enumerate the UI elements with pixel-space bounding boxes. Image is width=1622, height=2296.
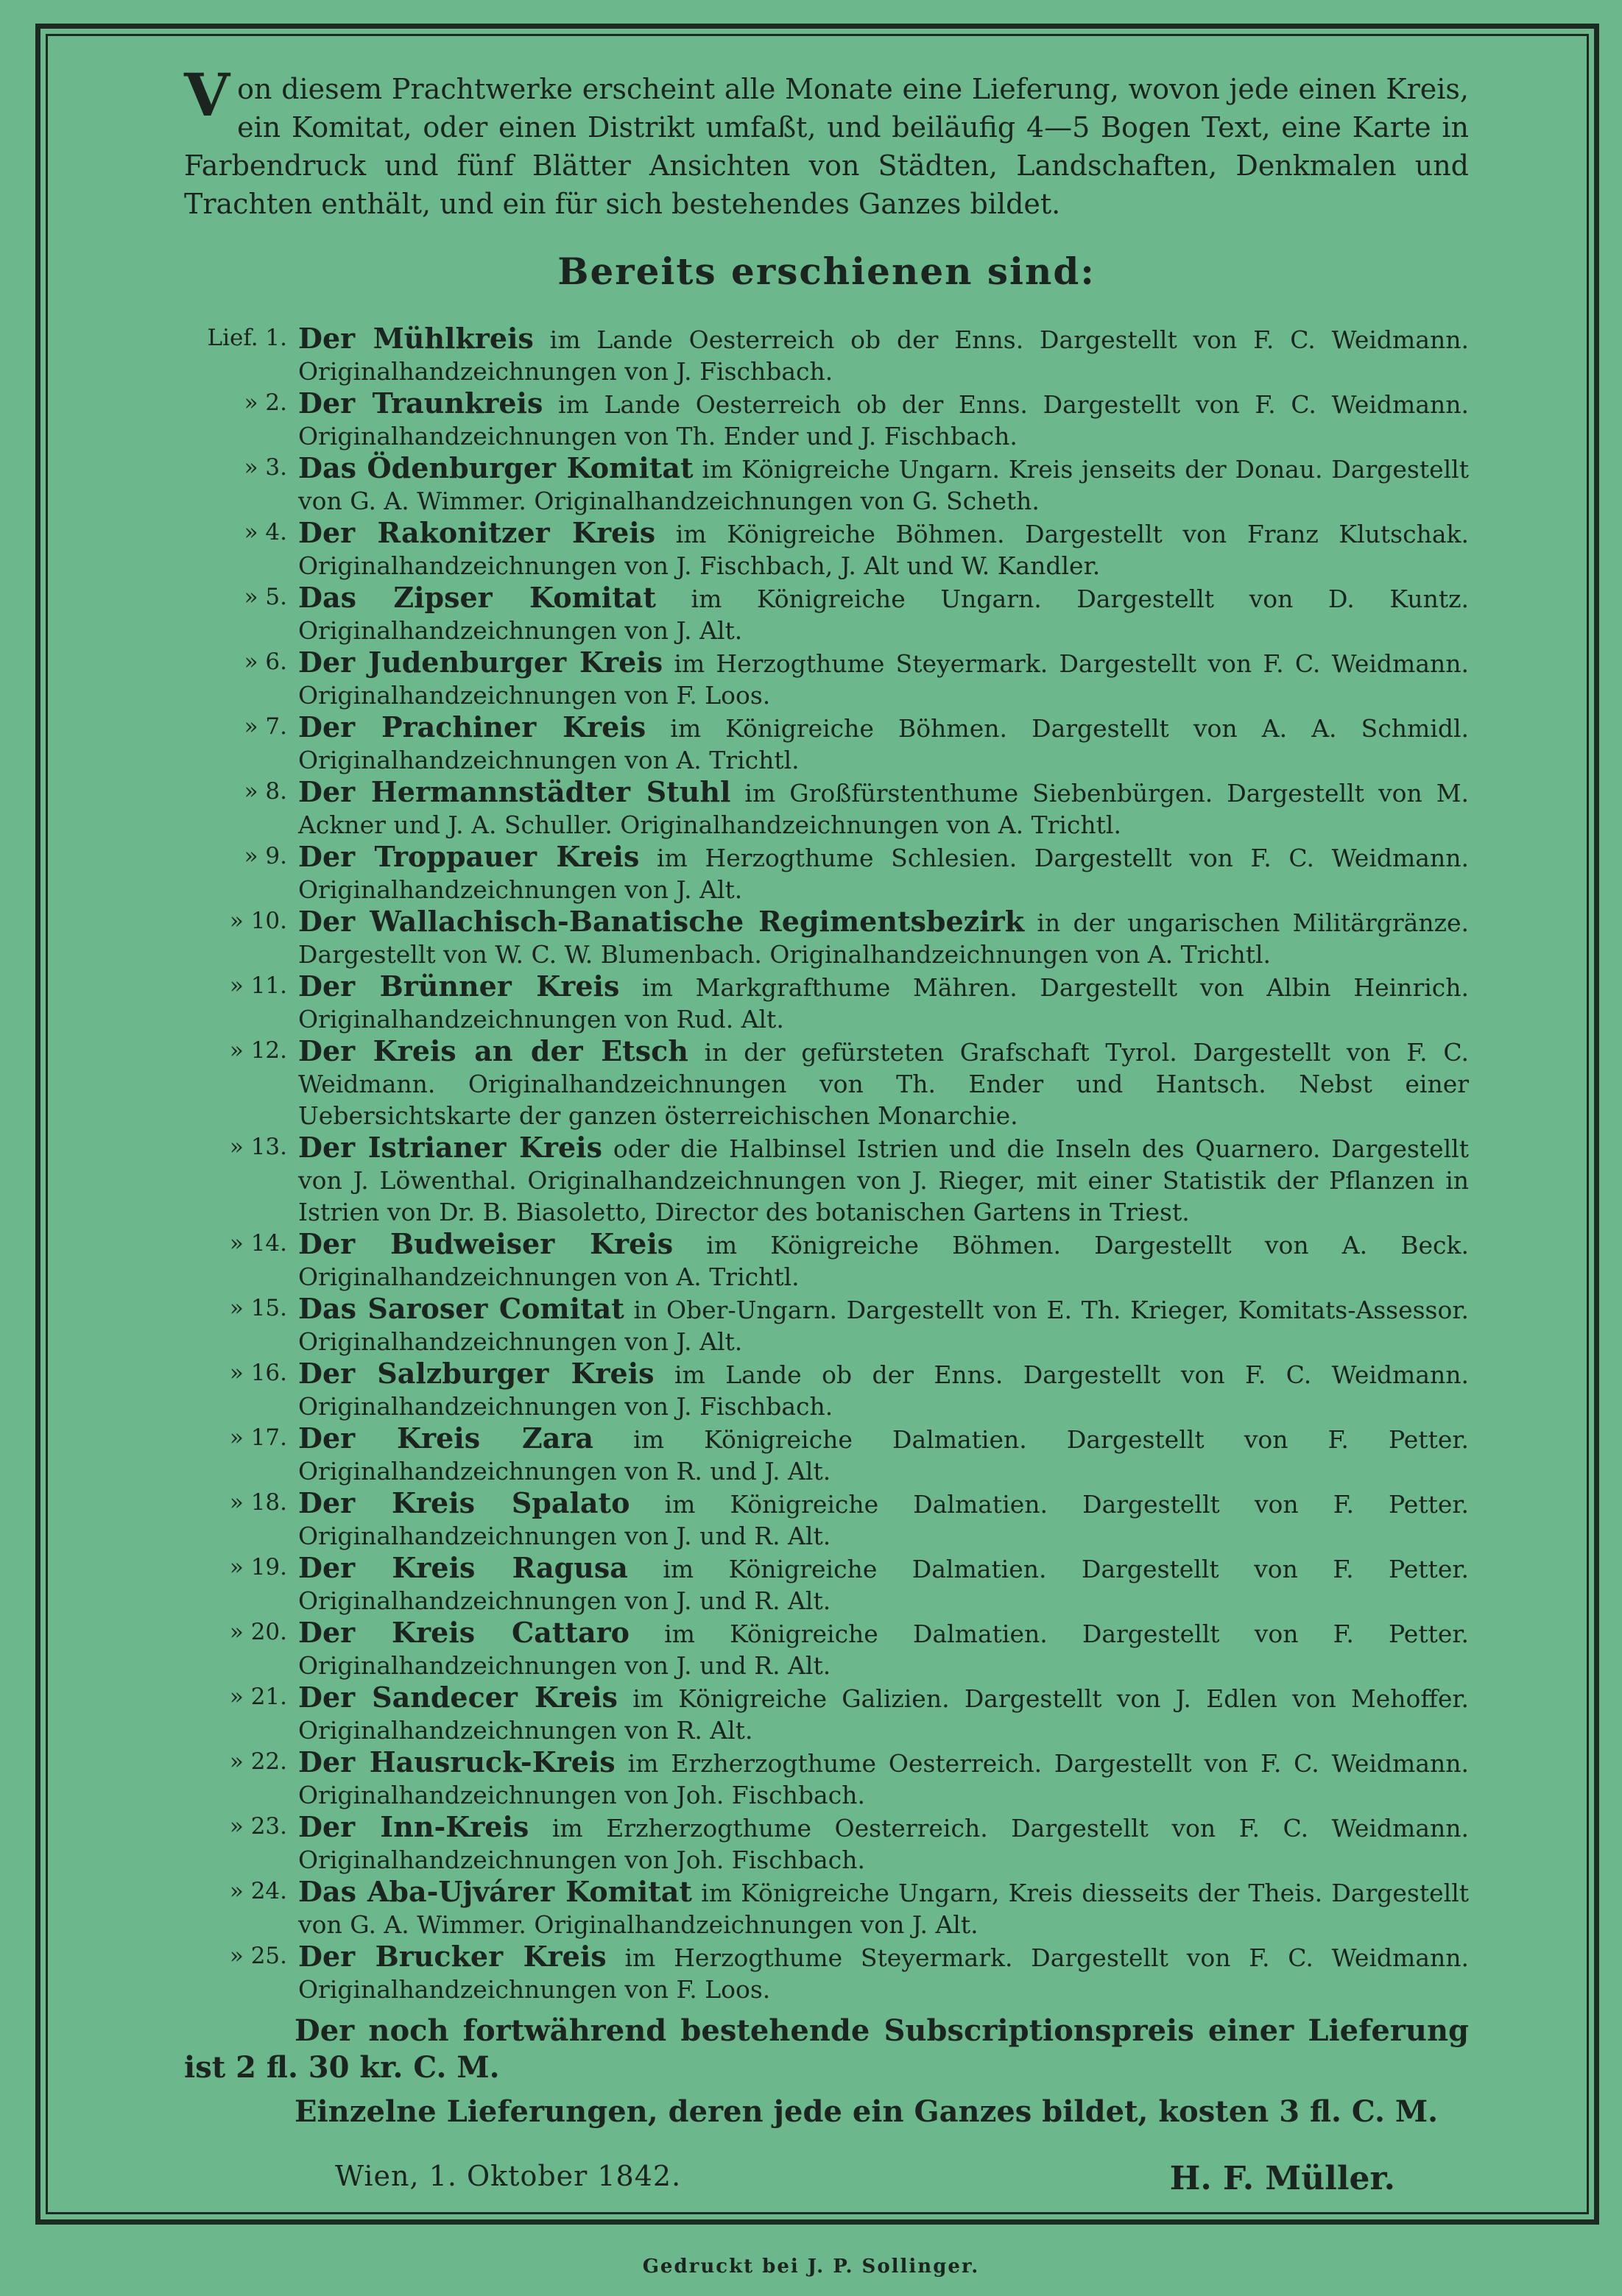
entry-description: im Herzogthume Steyermark. Dargestellt von F. C. Weidmann. Originalhandzeichnungen von F. Loos. bbox=[298, 649, 1469, 710]
list-item bbox=[229, 1875, 1470, 1940]
entry-description: im Großfürstenthume Siebenbürgen. Dargestellt von M. Ackner und J. A. Schuller. Originalhandzeichnungen von A. Trichtl. bbox=[298, 779, 1469, 839]
entry-number: » 6. bbox=[244, 649, 287, 675]
list-item bbox=[244, 581, 1469, 646]
entry-description: in Ober-Ungarn. Dargestellt von E. Th. Krieger, Komitats-Assessor. Originalhandzeichnungen von J. Alt. bbox=[298, 1296, 1469, 1356]
entry-description: im Königreiche Ungarn. Kreis jenseits der Donau. Dargestellt von G. A. Wimmer. Originalhandzeichnungen von G. Scheth. bbox=[298, 455, 1469, 515]
entry-number: » 14. bbox=[229, 1230, 287, 1257]
list-item bbox=[244, 775, 1469, 841]
publisher-name: H. F. Müller. bbox=[1169, 2160, 1395, 2197]
entry-title: Der Kreis Cattaro bbox=[298, 1616, 630, 1649]
entry-title: Der Wallachisch-Banatische Regimentsbezirk bbox=[298, 905, 1025, 938]
entry-number: » 25. bbox=[229, 1943, 287, 1969]
list-item bbox=[244, 516, 1469, 582]
entry-description: in der gefürsteten Grafschaft Tyrol. Dargestellt von F. C. Weidmann. Originalhandzeichnungen von Th. Ender und Hantsch. Nebst einer Uebersichtskarte der ganzen österreichischen Monarchie. bbox=[298, 1038, 1469, 1130]
entry-number: Lief. 1. bbox=[207, 325, 287, 351]
section-heading: Bereits erschienen sind: bbox=[557, 250, 1096, 293]
entry-number: » 16. bbox=[229, 1360, 287, 1386]
list-item bbox=[244, 386, 1469, 452]
entry-description: im Königreiche Böhmen. Dargestellt von A. A. Schmidl. Originalhandzeichnungen von A. Trichtl. bbox=[298, 714, 1470, 774]
entry-number: » 15. bbox=[229, 1295, 287, 1321]
entry-description: im Herzogthume Steyermark. Dargestellt von F. C. Weidmann. Originalhandzeichnungen von F. Loos. bbox=[298, 1943, 1469, 2004]
entry-title: Der Kreis Zara bbox=[298, 1421, 594, 1455]
entry-description: im Erzherzogthume Oesterreich. Dargestellt von F. C. Weidmann. Originalhandzeichnungen von Joh. Fischbach. bbox=[298, 1749, 1469, 1809]
entry-title: Der Judenburger Kreis bbox=[298, 646, 663, 679]
entry-title: Der Mühlkreis bbox=[298, 322, 534, 355]
entry-description: im Königreiche Ungarn. Dargestellt von D. Kuntz. Originalhandzeichnungen von J. Alt. bbox=[298, 584, 1469, 645]
entry-number: » 20. bbox=[229, 1619, 287, 1645]
entry-title: Der Brünner Kreis bbox=[298, 969, 620, 1003]
entry-description: im Lande ob der Enns. Dargestellt von F. C. Weidmann. Originalhandzeichnungen von J. Fischbach. bbox=[298, 1360, 1469, 1421]
entry-title: Der Hermannstädter Stuhl bbox=[298, 775, 731, 808]
entry-title: Der Sandecer Kreis bbox=[298, 1681, 618, 1714]
list-item bbox=[229, 905, 1469, 970]
list-item bbox=[229, 1034, 1469, 1131]
subscription-price bbox=[184, 2013, 1469, 2086]
page-content bbox=[184, 60, 1470, 2204]
intro-paragraph bbox=[184, 60, 1469, 223]
list-item bbox=[244, 451, 1469, 517]
entry-number: » 18. bbox=[229, 1489, 287, 1516]
entry-description: im Lande Oesterreich ob der Enns. Dargestellt von F. C. Weidmann. Originalhandzeichnungen von Th. Ender und J. Fischbach. bbox=[298, 390, 1469, 451]
delivery-list bbox=[184, 322, 1469, 2005]
entry-description: im Königreiche Galizien. Dargestellt von J. Edlen von Mehoffer. Originalhandzeichnungen von R. Alt. bbox=[298, 1684, 1470, 1745]
entry-number: » 12. bbox=[229, 1037, 287, 1064]
entry-description: im Königreiche Dalmatien. Dargestellt von F. Petter. Originalhandzeichnungen von R. und J. Alt. bbox=[298, 1425, 1469, 1486]
entry-number: » 23. bbox=[229, 1813, 287, 1840]
entry-number: » 19. bbox=[229, 1554, 287, 1580]
entry-title: Das Zipser Komitat bbox=[298, 581, 656, 614]
entry-number: » 9. bbox=[244, 843, 287, 869]
list-item bbox=[229, 1616, 1469, 1681]
entry-number: » 7. bbox=[244, 713, 287, 740]
list-item bbox=[229, 1131, 1469, 1228]
entry-description: im Erzherzogthume Oesterreich. Dargestellt von F. C. Weidmann. Originalhandzeichnungen von Joh. Fischbach. bbox=[298, 1814, 1469, 1874]
list-item bbox=[229, 1227, 1469, 1293]
entry-number: » 24. bbox=[229, 1878, 287, 1904]
entry-number: » 3. bbox=[244, 454, 287, 481]
list-item bbox=[229, 1745, 1469, 1811]
entry-number: » 10. bbox=[229, 908, 287, 934]
subscription-text: Der noch fortwährend bestehende Subscriptionspreis einer Lieferung ist 2 fl. 30 kr. C. M. bbox=[184, 2013, 1469, 2085]
entry-number: » 13. bbox=[229, 1134, 287, 1160]
entry-description: im Königreiche Dalmatien. Dargestellt von F. Petter. Originalhandzeichnungen von J. und R. Alt. bbox=[298, 1555, 1469, 1615]
entry-description: im Königreiche Ungarn, Kreis diesseits der Theis. Dargestellt von G. A. Wimmer. Originalhandzeichnungen von J. Alt. bbox=[298, 1879, 1470, 1939]
entry-title: Der Budweiser Kreis bbox=[298, 1227, 674, 1260]
entry-title: Das Aba-Ujvárer Komitat bbox=[298, 1875, 692, 1908]
list-item bbox=[207, 322, 1469, 387]
entry-number: » 17. bbox=[229, 1424, 287, 1451]
list-item bbox=[244, 840, 1469, 905]
single-delivery-price: Einzelne Lieferungen, deren jede ein Ganzes bildet, kosten 3 fl. C. M. bbox=[295, 2094, 1439, 2129]
drop-cap: V bbox=[184, 60, 230, 130]
entry-description: im Königreiche Dalmatien. Dargestellt von F. Petter. Originalhandzeichnungen von J. und R. Alt. bbox=[298, 1490, 1469, 1550]
list-item bbox=[229, 1486, 1469, 1552]
entry-description: im Herzogthume Schlesien. Dargestellt von F. C. Weidmann. Originalhandzeichnungen von J. Alt. bbox=[298, 844, 1469, 904]
list-item bbox=[229, 1940, 1469, 2005]
entry-title: Der Salzburger Kreis bbox=[298, 1357, 655, 1390]
printer-line: Gedruckt bei J. P. Sollinger. bbox=[642, 2256, 980, 2278]
entry-number: » 5. bbox=[244, 584, 287, 610]
list-item bbox=[229, 1357, 1469, 1422]
entry-number: » 4. bbox=[244, 519, 287, 545]
entry-title: Der Kreis Ragusa bbox=[298, 1551, 628, 1584]
entry-title: Das Saroser Comitat bbox=[298, 1292, 624, 1325]
list-item bbox=[229, 1551, 1469, 1617]
entry-description: im Markgrafthume Mähren. Dargestellt von Albin Heinrich. Originalhandzeichnungen von Rud. Alt. bbox=[298, 973, 1469, 1034]
entry-title: Der Kreis Spalato bbox=[298, 1486, 630, 1519]
entry-title: Der Hausruck-Kreis bbox=[298, 1745, 616, 1778]
entry-number: » 21. bbox=[229, 1684, 287, 1710]
entry-number: » 22. bbox=[229, 1748, 287, 1775]
list-item bbox=[244, 710, 1470, 776]
entry-title: Der Istrianer Kreis bbox=[298, 1131, 602, 1164]
entry-title: Der Traunkreis bbox=[298, 386, 543, 420]
entry-description: im Lande Oesterreich ob der Enns. Dargestellt von F. C. Weidmann. Originalhandzeichnungen von J. Fischbach. bbox=[298, 325, 1469, 386]
entry-title: Der Rakonitzer Kreis bbox=[298, 516, 656, 549]
footer bbox=[184, 2160, 1469, 2204]
list-item bbox=[229, 969, 1469, 1035]
entry-description: im Königreiche Böhmen. Dargestellt von Franz Klutschak. Originalhandzeichnungen von J. Fischbach, J. Alt und W. Kandler. bbox=[298, 520, 1469, 580]
list-item bbox=[229, 1421, 1469, 1487]
entry-number: » 8. bbox=[244, 778, 287, 805]
entry-title: Der Brucker Kreis bbox=[298, 1940, 607, 1973]
entry-description: im Königreiche Dalmatien. Dargestellt von F. Petter. Originalhandzeichnungen von J. und R. Alt. bbox=[298, 1619, 1469, 1680]
list-item bbox=[229, 1681, 1470, 1746]
list-item bbox=[229, 1810, 1469, 1876]
intro-text: on diesem Prachtwerke erscheint alle Monate eine Lieferung, wovon jede einen Kreis, ein Komitat, oder einen Distrikt umfaßt, und beiläufig 4—5 Bogen Text, eine Karte in Farbendruck und fünf Blätter Ansichten von Städten, Landschaften, Denkmalen und Trachten enthält, und ein für sich bestehendes Ganzes bildet. bbox=[184, 73, 1469, 220]
entry-number: » 2. bbox=[244, 389, 287, 416]
entry-title: Der Troppauer Kreis bbox=[298, 840, 640, 873]
list-item bbox=[229, 1292, 1469, 1357]
entry-title: Der Kreis an der Etsch bbox=[298, 1034, 688, 1067]
entry-description: in der ungarischen Militärgränze. Dargestellt von W. C. W. Blumenbach. Originalhandzeichnungen von A. Trichtl. bbox=[298, 908, 1469, 969]
entry-title: Das Ödenburger Komitat bbox=[298, 451, 694, 484]
entry-number: » 11. bbox=[229, 972, 287, 999]
publication-date: Wien, 1. Oktober 1842. bbox=[335, 2160, 682, 2192]
entry-title: Der Inn-Kreis bbox=[298, 1810, 529, 1843]
entry-description: im Königreiche Böhmen. Dargestellt von A. Beck. Originalhandzeichnungen von A. Trichtl. bbox=[298, 1231, 1469, 1291]
entry-description: oder die Halbinsel Istrien und die Inseln des Quarnero. Dargestellt von J. Löwenthal. Originalhandzeichnungen von J. Rieger, mit einer Statistik der Pflanzen in Istrien von Dr. B. Biasoletto, Director des botanischen Gartens in Triest. bbox=[298, 1134, 1469, 1226]
entry-title: Der Prachiner Kreis bbox=[298, 710, 646, 743]
list-item bbox=[244, 646, 1469, 711]
